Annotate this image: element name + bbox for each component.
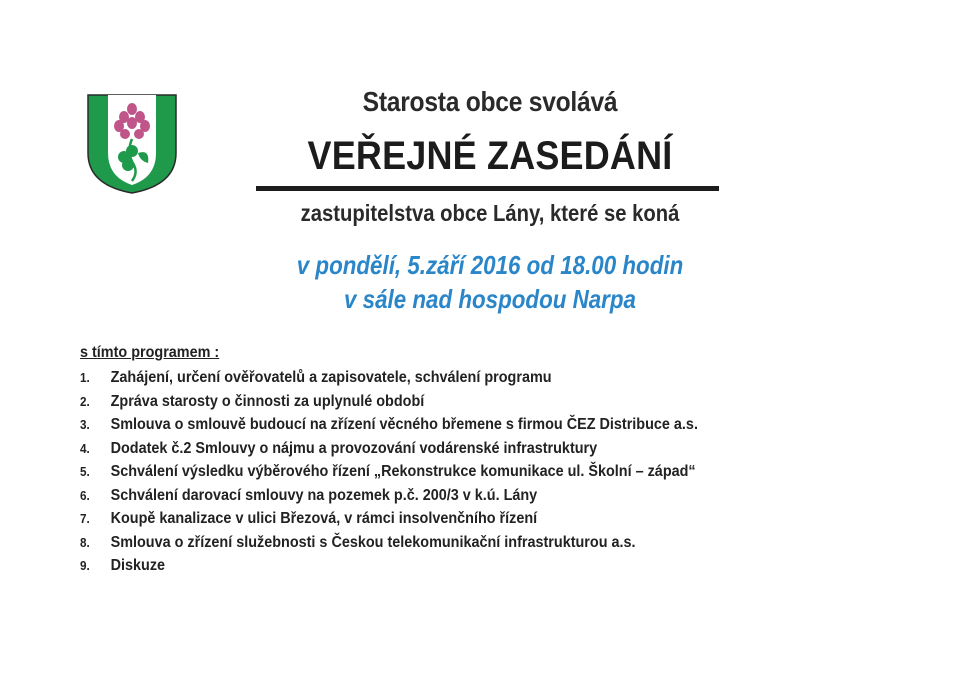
- agenda-item-text: Schválení darovací smlouvy na pozemek p.č. 200/3 v k.ú. Lány: [110, 486, 538, 504]
- meeting-venue: v sále nad hospodou Narpa: [344, 284, 636, 314]
- municipal-crest-icon: [86, 93, 178, 195]
- agenda-item: [80, 484, 698, 508]
- agenda-list: [80, 366, 767, 578]
- agenda-item: [80, 460, 698, 484]
- agenda-item-text: Zahájení, určení ověřovatelů a zapisovatele, schválení programu: [110, 369, 552, 386]
- agenda-item-text: Diskuze: [110, 557, 166, 574]
- agenda-item: [80, 554, 698, 578]
- program-title: s tímto programem :: [80, 344, 220, 361]
- agenda-item: [80, 413, 698, 437]
- agenda-item-number: 5.: [80, 464, 90, 479]
- agenda-item: [80, 437, 698, 461]
- agenda-item-text: Smlouva o zřízení služebnosti s Českou telekomunikační infrastrukturou a.s.: [110, 533, 636, 551]
- agenda-item-number: 7.: [80, 511, 90, 526]
- heading-public-meeting: VEŘEJNÉ ZASEDÁNÍ: [307, 134, 673, 178]
- agenda-item: [80, 507, 698, 531]
- agenda-item: [80, 390, 698, 414]
- agenda-item-text: Smlouva o smlouvě budoucí na zřízení věcného břemene s firmou ČEZ Distribuce a.s.: [110, 416, 698, 433]
- agenda-item: [80, 531, 698, 555]
- heading-underline: [256, 186, 719, 191]
- meeting-date: v pondělí, 5.září 2016 od 18.00 hodin: [296, 250, 684, 280]
- agenda-item-text: Dodatek č.2 Smlouvy o nájmu a provozování vodárenské infrastruktury: [110, 439, 598, 457]
- agenda-item-number: 9.: [80, 558, 90, 573]
- agenda-item-text: Schválení výsledku výběrového řízení „Rekonstrukce komunikace ul. Školní – západ“: [110, 463, 696, 480]
- heading-council: zastupitelstva obce Lány, které se koná: [300, 200, 680, 226]
- agenda-item: [80, 366, 698, 390]
- heading-convener: Starosta obce svolává: [362, 86, 618, 117]
- agenda-item-number: 2.: [80, 393, 90, 409]
- agenda-item-number: 8.: [80, 534, 90, 550]
- agenda-item-text: Zpráva starosty o činnosti za uplynulé období: [110, 392, 425, 410]
- agenda-item-number: 6.: [80, 487, 90, 503]
- agenda-item-text: Koupě kanalizace v ulici Březová, v rámci insolvenčního řízení: [110, 510, 538, 527]
- agenda-item-number: 1.: [80, 370, 90, 385]
- agenda-item-number: 4.: [80, 440, 90, 456]
- agenda-item-number: 3.: [80, 417, 90, 432]
